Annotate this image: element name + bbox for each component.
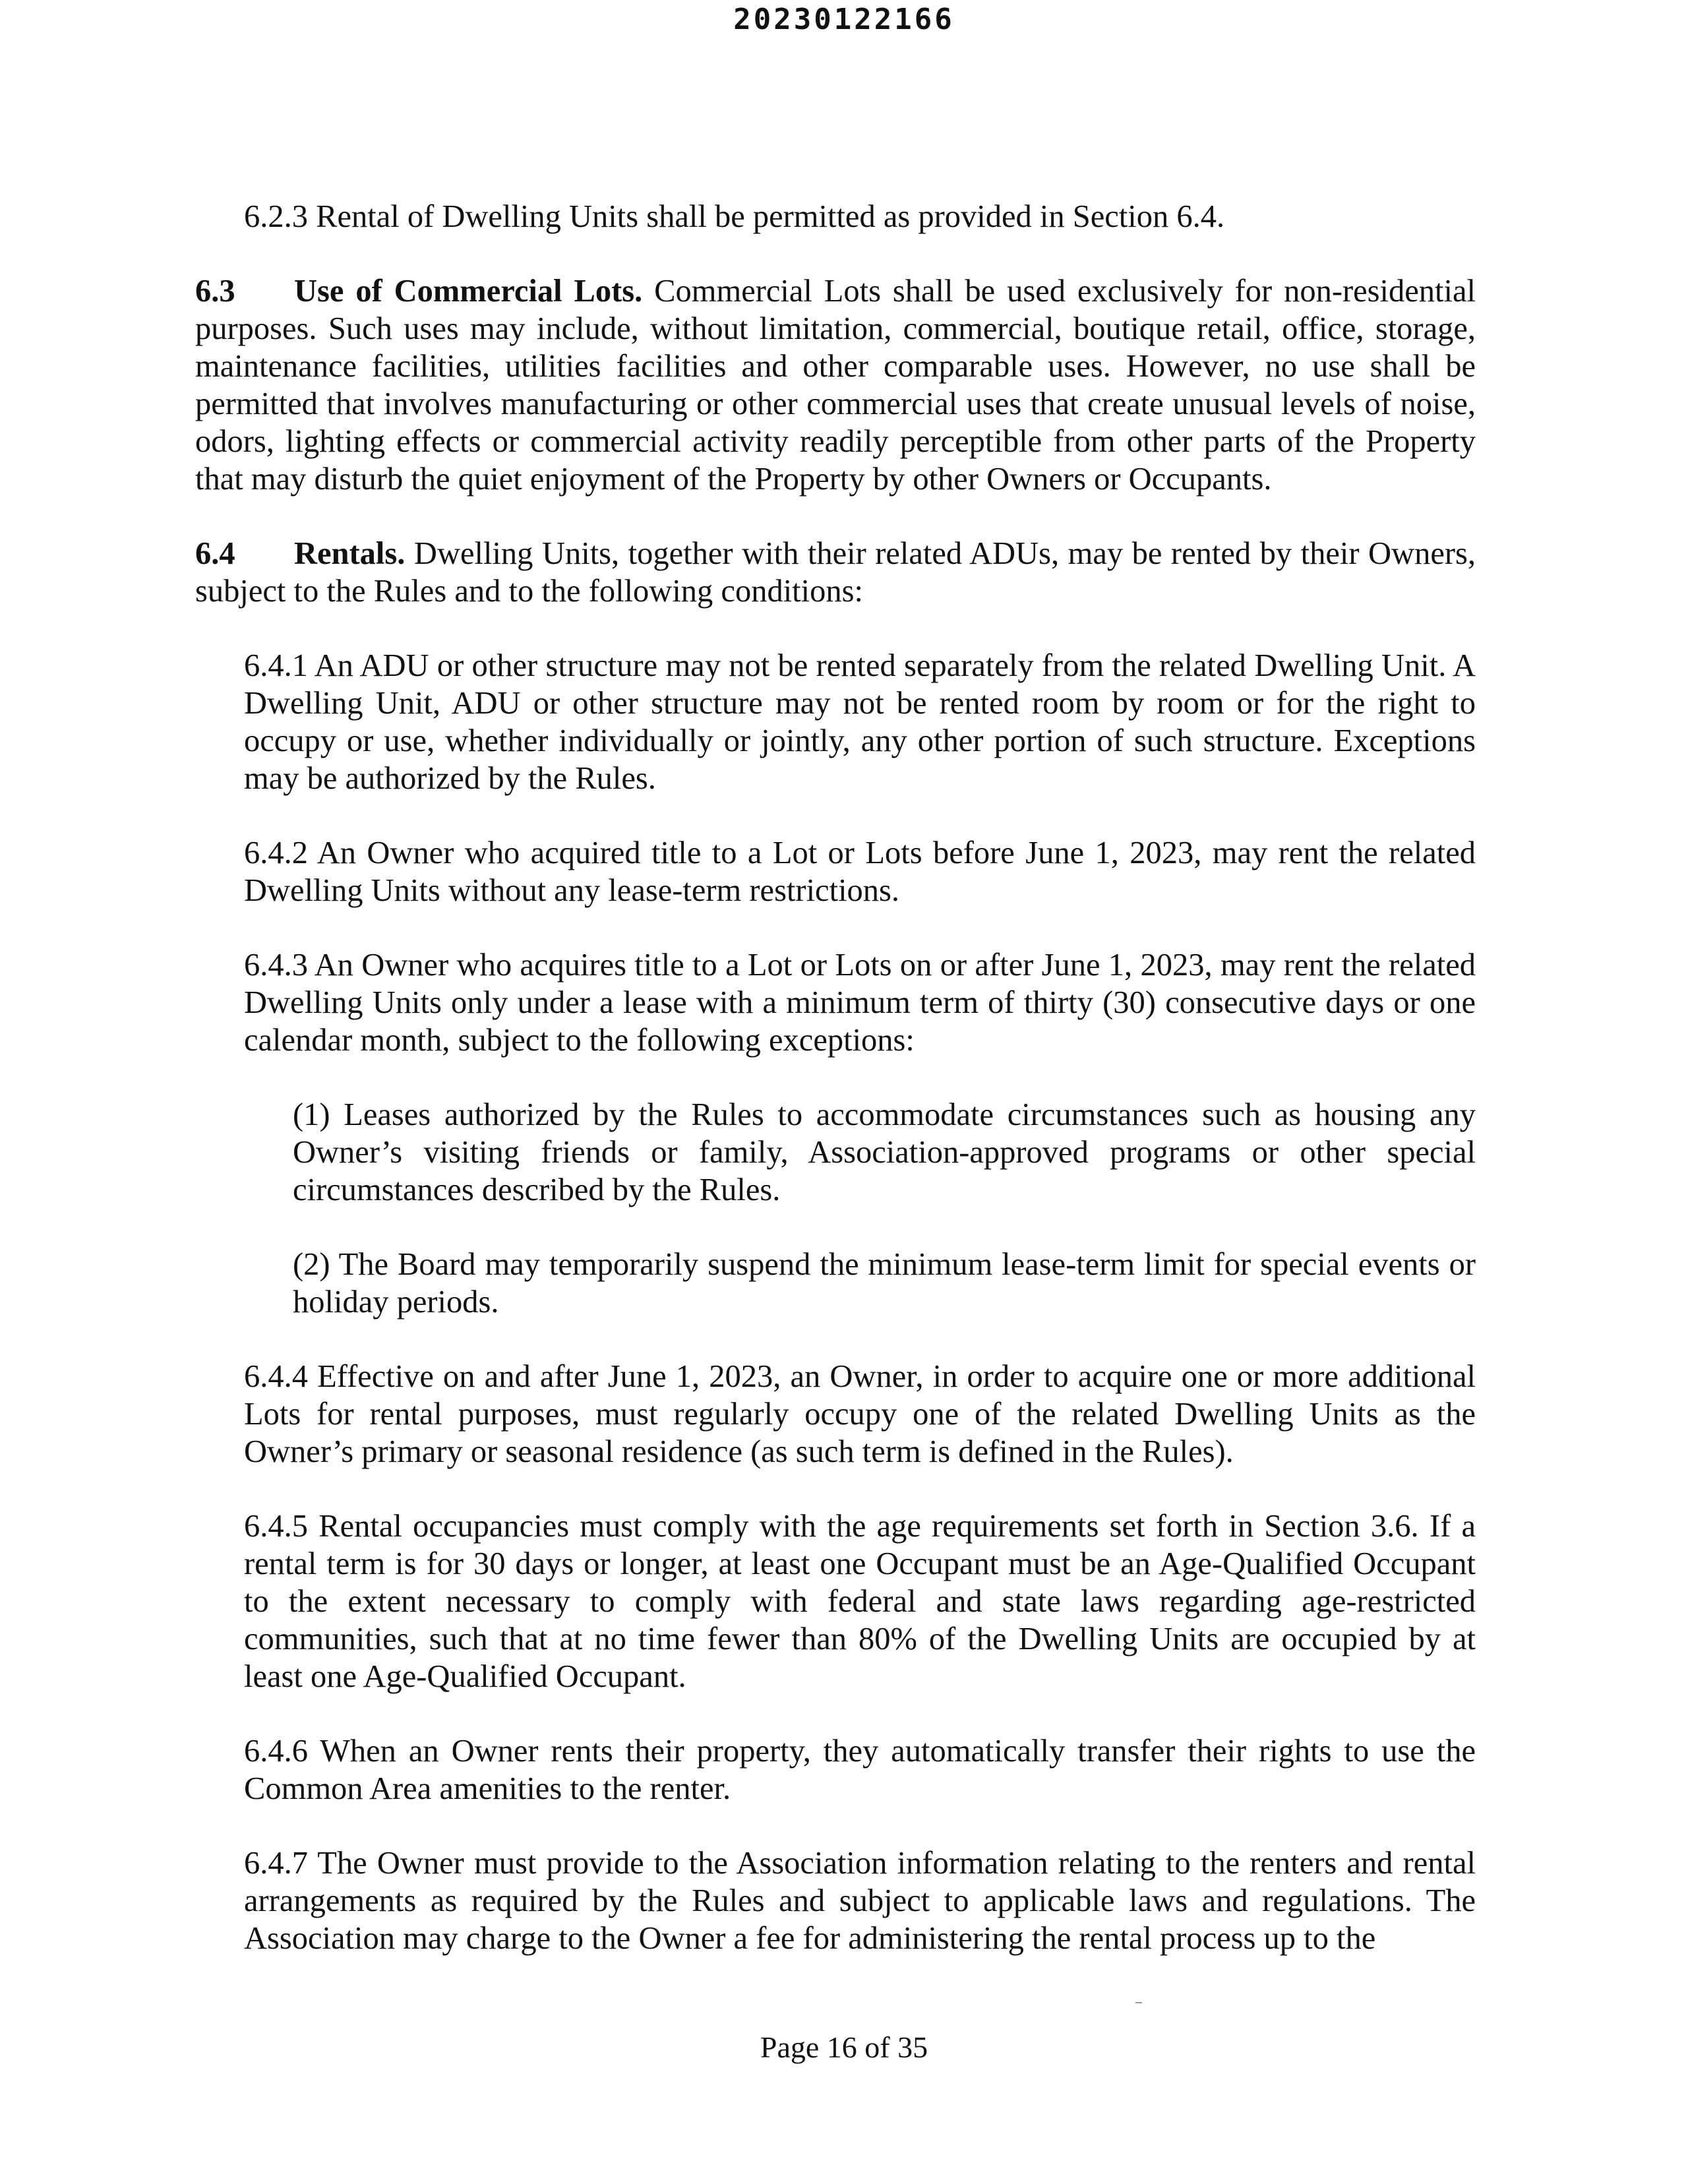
- section-text: Commercial Lots shall be used exclusively for non-residential purposes. Such uses may include, without limitation, commercial, boutique retail, office, storage, maintenance facilities, utilities facilities and other comparable uses. However, no use shall be permitted that involves manufacturing or other commercial uses that create unusual levels of noise, odors, lighting effects or commercial activity readily perceptible from other parts of the Property that may disturb the quiet enjoyment of the Property by other Owners or Occupants.: [195, 274, 1476, 497]
- section-6-4-1: 6.4.1 An ADU or other structure may not be rented separately from the related Dwelling Unit. A Dwelling Unit, ADU or other structure may not be rented room by room or for the right to occupy or use, whether individually or jointly, any other portion of such structure. Exceptions may be authorized by the Rules.: [244, 648, 1476, 796]
- section-heading: Rentals.: [294, 536, 406, 571]
- section-6-2-3: 6.2.3 Rental of Dwelling Units shall be permitted as provided in Section 6.4.: [244, 199, 1225, 234]
- document-body: [0, 198, 1688, 1957]
- section-6-4-5: 6.4.5 Rental occupancies must comply with the age requirements set forth in Section 3.6. If a rental term is for 30 days or longer, at least one Occupant must be an Age-Qualified Occupant to the extent necessary to comply with federal and state laws regarding age-restricted communities, such that at no time fewer than 80% of the Dwelling Units are occupied by at least one Age-Qualified Occupant.: [244, 1509, 1476, 1694]
- section-6-4-3-exception-2: (2) The Board may temporarily suspend the minimum lease-term limit for special events or holiday periods.: [293, 1247, 1476, 1320]
- section-text: Dwelling Units, together with their related ADUs, may be rented by their Owners, subject to the Rules and to the following conditions:: [195, 536, 1476, 609]
- page-number: Page 16 of 35: [760, 2030, 928, 2064]
- section-6-4-4: 6.4.4 Effective on and after June 1, 2023, an Owner, in order to acquire one or more additional Lots for rental purposes, must regularly occupy one of the related Dwelling Units as the Owner’s primary or seasonal residence (as such term is defined in the Rules).: [244, 1359, 1476, 1469]
- section-number: 6.4: [195, 536, 235, 571]
- section-6-4-2: 6.4.2 An Owner who acquired title to a Lot or Lots before June 1, 2023, may rent the related Dwelling Units without any lease-term restrictions.: [244, 835, 1476, 908]
- section-6-4-7: 6.4.7 The Owner must provide to the Association information relating to the renters and rental arrangements as required by the Rules and subject to applicable laws and regulations. The Association may charge to the Owner a fee for administering the rental process up to the: [244, 1846, 1476, 1956]
- scan-artifact: [1135, 2002, 1142, 2003]
- section-number: 6.3: [195, 274, 235, 309]
- section-6-4-6: 6.4.6 When an Owner rents their property, they automatically transfer their rights to use the Common Area amenities to the renter.: [244, 1734, 1476, 1806]
- section-6-4-3-exception-1: (1) Leases authorized by the Rules to accommodate circumstances such as housing any Owner’s visiting friends or family, Association-approved programs or other special circumstances described by the Rules.: [293, 1097, 1476, 1207]
- section-6-4-3: 6.4.3 An Owner who acquires title to a Lot or Lots on or after June 1, 2023, may rent the related Dwelling Units only under a lease with a minimum term of thirty (30) consecutive days or one calendar month, subject to the following exceptions:: [244, 948, 1476, 1058]
- recording-number: 20230122166: [733, 3, 955, 36]
- section-heading: Use of Commercial Lots.: [294, 274, 643, 309]
- section-6-4: [195, 535, 1476, 610]
- section-6-3: [195, 272, 1476, 498]
